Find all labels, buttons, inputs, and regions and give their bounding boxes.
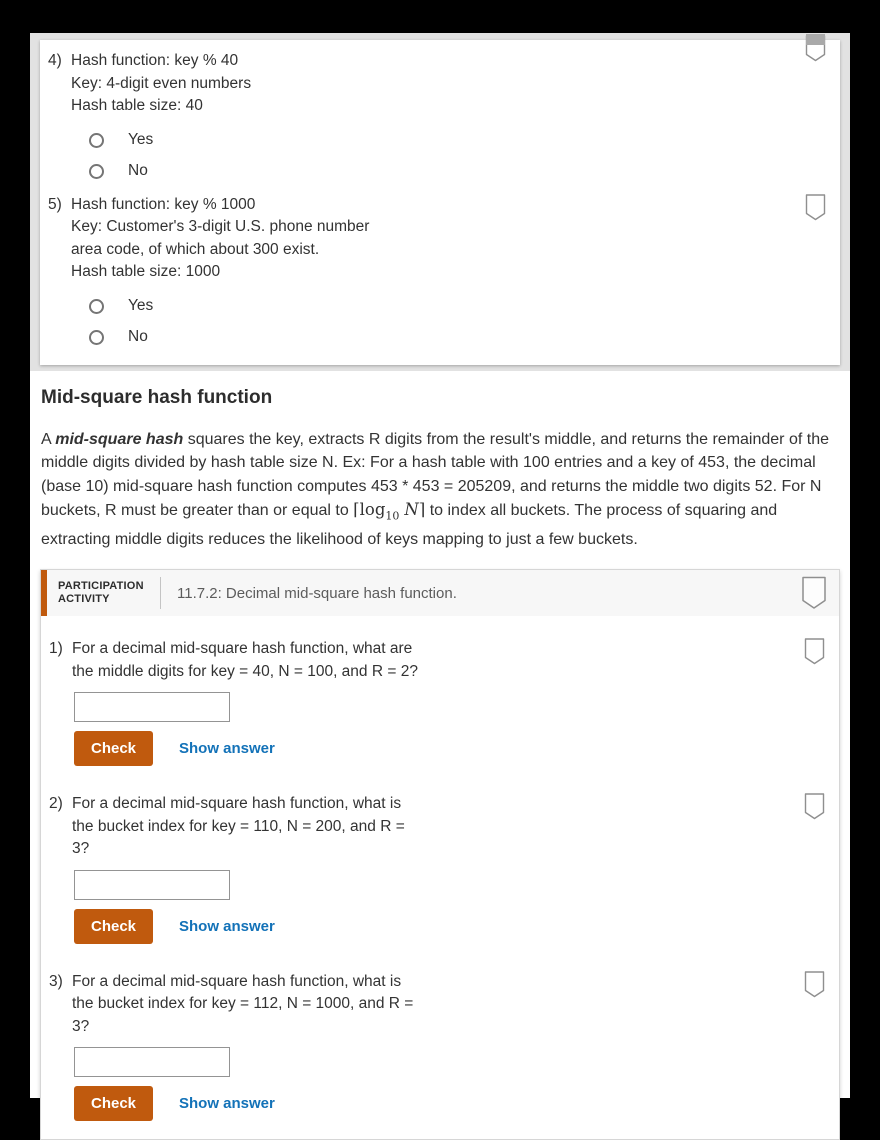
question-content [72,793,405,944]
activity-body [41,616,839,1139]
ceiling-close: ⌉ [418,500,426,519]
radio-option-no[interactable] [71,322,369,353]
activity-accent-bar [41,570,47,616]
bookmark-icon[interactable] [805,194,826,221]
radio-label: Yes [128,130,154,148]
question-number: 4) [48,52,62,69]
log-function: log [359,500,386,519]
question-5 [40,194,840,355]
question-content [72,971,413,1122]
bookmark-clip-overlay [806,34,825,45]
radio-button-icon[interactable] [89,299,104,314]
question-number: 1) [49,640,63,658]
participation-activity-card [40,569,840,1140]
radio-label: Yes [128,296,154,314]
paragraph-text: to index all buckets. The process of squaring and extracting middle digits reduces the likelihood of keys mapping to just a few buckets. [41,502,778,548]
kicker-line: PARTICIPATION [58,580,144,593]
radio-label: No [128,327,148,345]
question-text [71,50,251,189]
activity-title: 11.7.2: Decimal mid-square hash function. [177,584,457,602]
paragraph-text: squares the key, extracts R digits from the result's middle, and returns the remainder of the middle digits divided by hash table size N. Ex: For a hash table with 100 entries and a key of 453, the decimal (base 10) mid-square hash function computes 453 * 453 = 205209, and returns the middle two digits 52. For N buckets, R must be greater than or equal to [41,430,829,519]
check-button[interactable]: Check [74,731,153,766]
question-line: area code, of which about 300 exist. [71,240,320,258]
activity-kicker [58,580,154,606]
question-line: the bucket index for key = 110, N = 200, and R = [72,817,405,835]
header-divider [160,577,161,609]
question-line: Key: Customer's 3-digit U.S. phone number [71,218,370,235]
question-line: Hash function: key % 40 [71,52,239,69]
button-row [74,909,405,944]
kicker-line: ACTIVITY [58,593,110,606]
check-button[interactable]: Check [74,909,153,944]
question-text [71,194,369,355]
question-text [72,793,405,861]
previous-activity-card [40,40,840,365]
previous-activity-region [30,33,850,371]
question-content [72,638,418,766]
show-answer-link[interactable]: Show answer [179,740,275,758]
radio-label: No [128,161,148,179]
radio-option-no[interactable] [71,156,251,187]
radio-button-icon[interactable] [89,133,104,148]
question-number: 2) [49,795,63,813]
log-base: 10 [385,509,400,523]
term-mid-square-hash: mid-square hash [55,430,184,448]
paragraph-text: A [41,430,56,448]
radio-button-icon[interactable] [89,330,104,345]
answer-input[interactable] [74,870,230,900]
show-answer-link[interactable]: Show answer [179,917,275,935]
bookmark-icon[interactable] [801,576,827,610]
question-number: 3) [49,972,63,990]
answer-options [71,125,251,187]
activity-question-2 [49,793,839,944]
bookmark-icon[interactable] [805,35,826,62]
question-line: the bucket index for key = 112, N = 1000, and R = [72,995,414,1013]
question-line: Key: 4-digit even numbers [71,74,252,92]
question-4 [40,50,840,189]
bookmark-icon[interactable] [804,793,825,820]
question-line: Hash table size: 40 [71,97,203,114]
bookmark-icon[interactable] [804,971,825,998]
radio-button-icon[interactable] [89,164,104,179]
answer-input[interactable] [74,692,230,722]
answer-input[interactable] [74,1047,230,1077]
bookmark-icon[interactable] [804,638,825,665]
question-number: 5) [48,195,62,213]
question-line: For a decimal mid-square hash function, what is [72,795,402,813]
radio-option-yes[interactable] [71,291,369,322]
ceiling-open: ⌈ [353,500,360,519]
variable-n: N [404,500,419,519]
answer-options [71,291,369,353]
question-line: For a decimal mid-square hash function, what is [72,972,402,990]
button-row [74,731,418,766]
show-answer-link[interactable]: Show answer [179,1095,275,1113]
check-button[interactable]: Check [74,1086,153,1121]
radio-option-yes[interactable] [71,125,251,156]
question-line: 3? [72,1017,90,1035]
question-line: the middle digits for key = 40, N = 100, and R = 2? [72,662,418,680]
question-text [72,971,413,1039]
activity-question-1 [49,638,839,766]
question-line: 3? [72,840,90,858]
section-heading: Mid-square hash function [41,386,273,408]
math-ceil-log10-n [353,500,426,523]
question-line: For a decimal mid-square hash function, what are [72,640,413,658]
content-page [30,33,850,1113]
section-mid-square-hash [30,371,850,570]
question-line: Hash table size: 1000 [71,263,221,280]
question-line: Hash function: key % 1000 [71,195,256,213]
activity-question-3 [49,971,839,1122]
section-paragraph [41,428,839,552]
question-text [72,638,418,683]
button-row [74,1086,413,1121]
activity-header [41,570,839,616]
